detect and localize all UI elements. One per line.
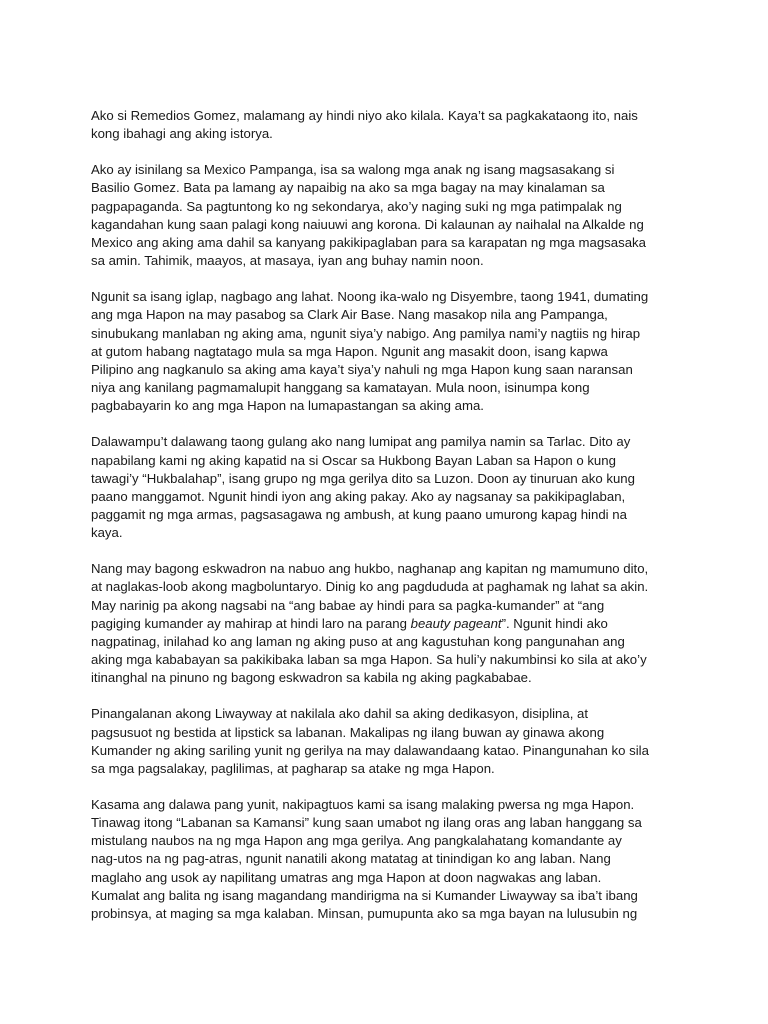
text-line: Kumander ng aking sariling yunit ng gerilya na may dalawandaang katao. Pinangunahan ko sila (91, 742, 649, 758)
paragraph-1 (91, 107, 681, 143)
text-segment: ”. Ngunit hindi ako (501, 615, 608, 631)
text-line: niya ang kanilang pagmamalupit hanggang sa kamatayan. Mula noon, isinumpa kong (91, 380, 590, 396)
text-line: sa mga pagsalakay, paglilimas, at pagharap sa atake ng mga Hapon. (91, 760, 495, 776)
text-line: at naglakas-loob akong magboluntaryo. Dinig ko ang pagdududa at paghamak ng lahat sa akin. (91, 579, 649, 595)
text-line: pagsusuot ng bestida at lipstick sa labanan. Makalipas ng ilang buwan ay ginawa akong (91, 724, 605, 740)
text-line: Mexico ang aking ama dahil sa kanyang pakikipaglaban para sa karapatan ng mga magsasaka (91, 234, 646, 250)
paragraph-2 (91, 161, 681, 270)
text-line: maglaho ang usok ay napilitang umatras ang mga Hapon at doon nagwakas ang laban. (91, 869, 602, 885)
text-line: Nang may bagong eskwadron na nabuo ang hukbo, naghanap ang kapitan ng mamumuno dito, (91, 561, 649, 577)
paragraph-6 (91, 705, 681, 778)
text-line: ang mga Hapon na may pasabog sa Clark Air Base. Nang masakop nila ang Pampanga, (91, 307, 608, 323)
text-line: paggamit ng mga armas, pagsasagawa ng ambush, at kung paano umurong kapag hindi na (91, 506, 627, 522)
text-line: Ako ay isinilang sa Mexico Pampanga, isa sa walong mga anak ng isang magsasakang si (91, 162, 615, 178)
text-line: Kumalat ang balita ng isang magandang mandirigma na si Kumander Liwayway sa iba’t ibang (91, 887, 638, 903)
text-line: kagandahan kung saan palagi kong naiuuwi ang korona. Di kalaunan ay naihalal na Alkalde ng (91, 216, 644, 232)
paragraph-4 (91, 433, 681, 542)
text-line: tawagi’y “Hukbalahap”, isang grupo ng mga gerilya dito sa Luzon. Doon ay tinuruan ako kung (91, 470, 635, 486)
text-line: itinanghal na pinuno ng bagong eskwadron sa kabila ng aking pagkababae. (91, 670, 532, 686)
text-line: probinsya, at maging sa mga kalaban. Minsan, pumupunta ako sa mga bayan na lulusubin ng (91, 905, 638, 921)
document-body (91, 107, 681, 941)
text-line: Dalawampu’t dalawang taong gulang ako nang lumipat ang pamilya namin sa Tarlac. Dito ay (91, 434, 631, 450)
text-line: mistulang naubos na ng mga Hapon ang mga gerilya. Ang pangkalahatang komandante ay (91, 833, 622, 849)
text-line: May narinig pa akong nagsabi na “ang babae ay hindi para sa pagka-kumander” at “ang (91, 597, 605, 613)
text-line: Tinawag itong “Labanan sa Kamansi” kung saan umabot ng ilang oras ang laban hanggang sa (91, 815, 642, 831)
text-line: napabilang kami ng aking kapatid na si Oscar sa Hukbong Bayan Laban sa Hapon o kung (91, 452, 616, 468)
text-line: sa amin. Tahimik, maayos, at masaya, iyan ang buhay namin noon. (91, 253, 484, 269)
text-line: at gutom habang nagtatago mula sa mga Hapon. Ngunit ang masakit doon, isang kapwa (91, 343, 608, 359)
paragraph-5 (91, 560, 681, 687)
text-line: Basilio Gomez. Bata pa lamang ay napaibig na ako sa mga bagay na may kinalaman sa (91, 180, 605, 196)
text-line: pagbabayarin ko ang mga Hapon na lumapastangan sa aking ama. (91, 398, 484, 414)
paragraph-3 (91, 288, 681, 415)
text-line: nag-utos na ng pag-atras, ngunit nanatili akong matatag at tinindigan ko ang laban. Nang (91, 851, 611, 867)
text-segment: pagiging kumander ay mahirap at hindi laro na parang (91, 615, 411, 631)
italic-text: beauty pageant (410, 615, 502, 631)
text-line: Kasama ang dalawa pang yunit, nakipagtuos kami sa isang malaking pwersa ng mga Hapon. (91, 797, 635, 812)
text-line: Ako si Remedios Gomez, malamang ay hindi niyo ako kilala. Kaya’t sa pagkakataong ito, nais (91, 108, 638, 123)
text-line: sinubukang manlaban ng aking ama, ngunit siya’y nabigo. Ang pamilya nami’y nagtiis ng hirap (91, 325, 641, 341)
text-line: paano manggamot. Ngunit hindi iyon ang aking pakay. Ako ay nagsanay sa pakikipaglaban, (91, 488, 626, 504)
text-line: aking mga kababayan sa pakikibaka laban sa mga Hapon. Sa huli’y nakumbinsi ko sila at ako’y (91, 652, 647, 668)
text-line-with-italic (91, 615, 681, 633)
text-line: Ngunit sa isang iglap, nagbago ang lahat. Noong ika-walo ng Disyembre, taong 1941, dumating (91, 289, 649, 305)
text-line: Pilipino ang nagkanulo sa aking ama kaya’t siya’y nahuli ng mga Hapon kung saan naransan (91, 361, 633, 377)
text-line: nagpatinag, inilahad ko ang laman ng aking puso at ang kagustuhan kong pangunahan ang (91, 633, 625, 649)
paragraph-7 (91, 796, 681, 923)
text-line: Pinangalanan akong Liwayway at nakilala ako dahil sa aking dedikasyon, disiplina, at (91, 706, 589, 722)
text-line: pagpapaganda. Sa pagtuntong ko ng sekondarya, ako’y naging suki ng mga patimpalak ng (91, 198, 622, 214)
text-line: kaya. (91, 525, 123, 541)
text-line: kong ibahagi ang aking istorya. (91, 126, 273, 142)
